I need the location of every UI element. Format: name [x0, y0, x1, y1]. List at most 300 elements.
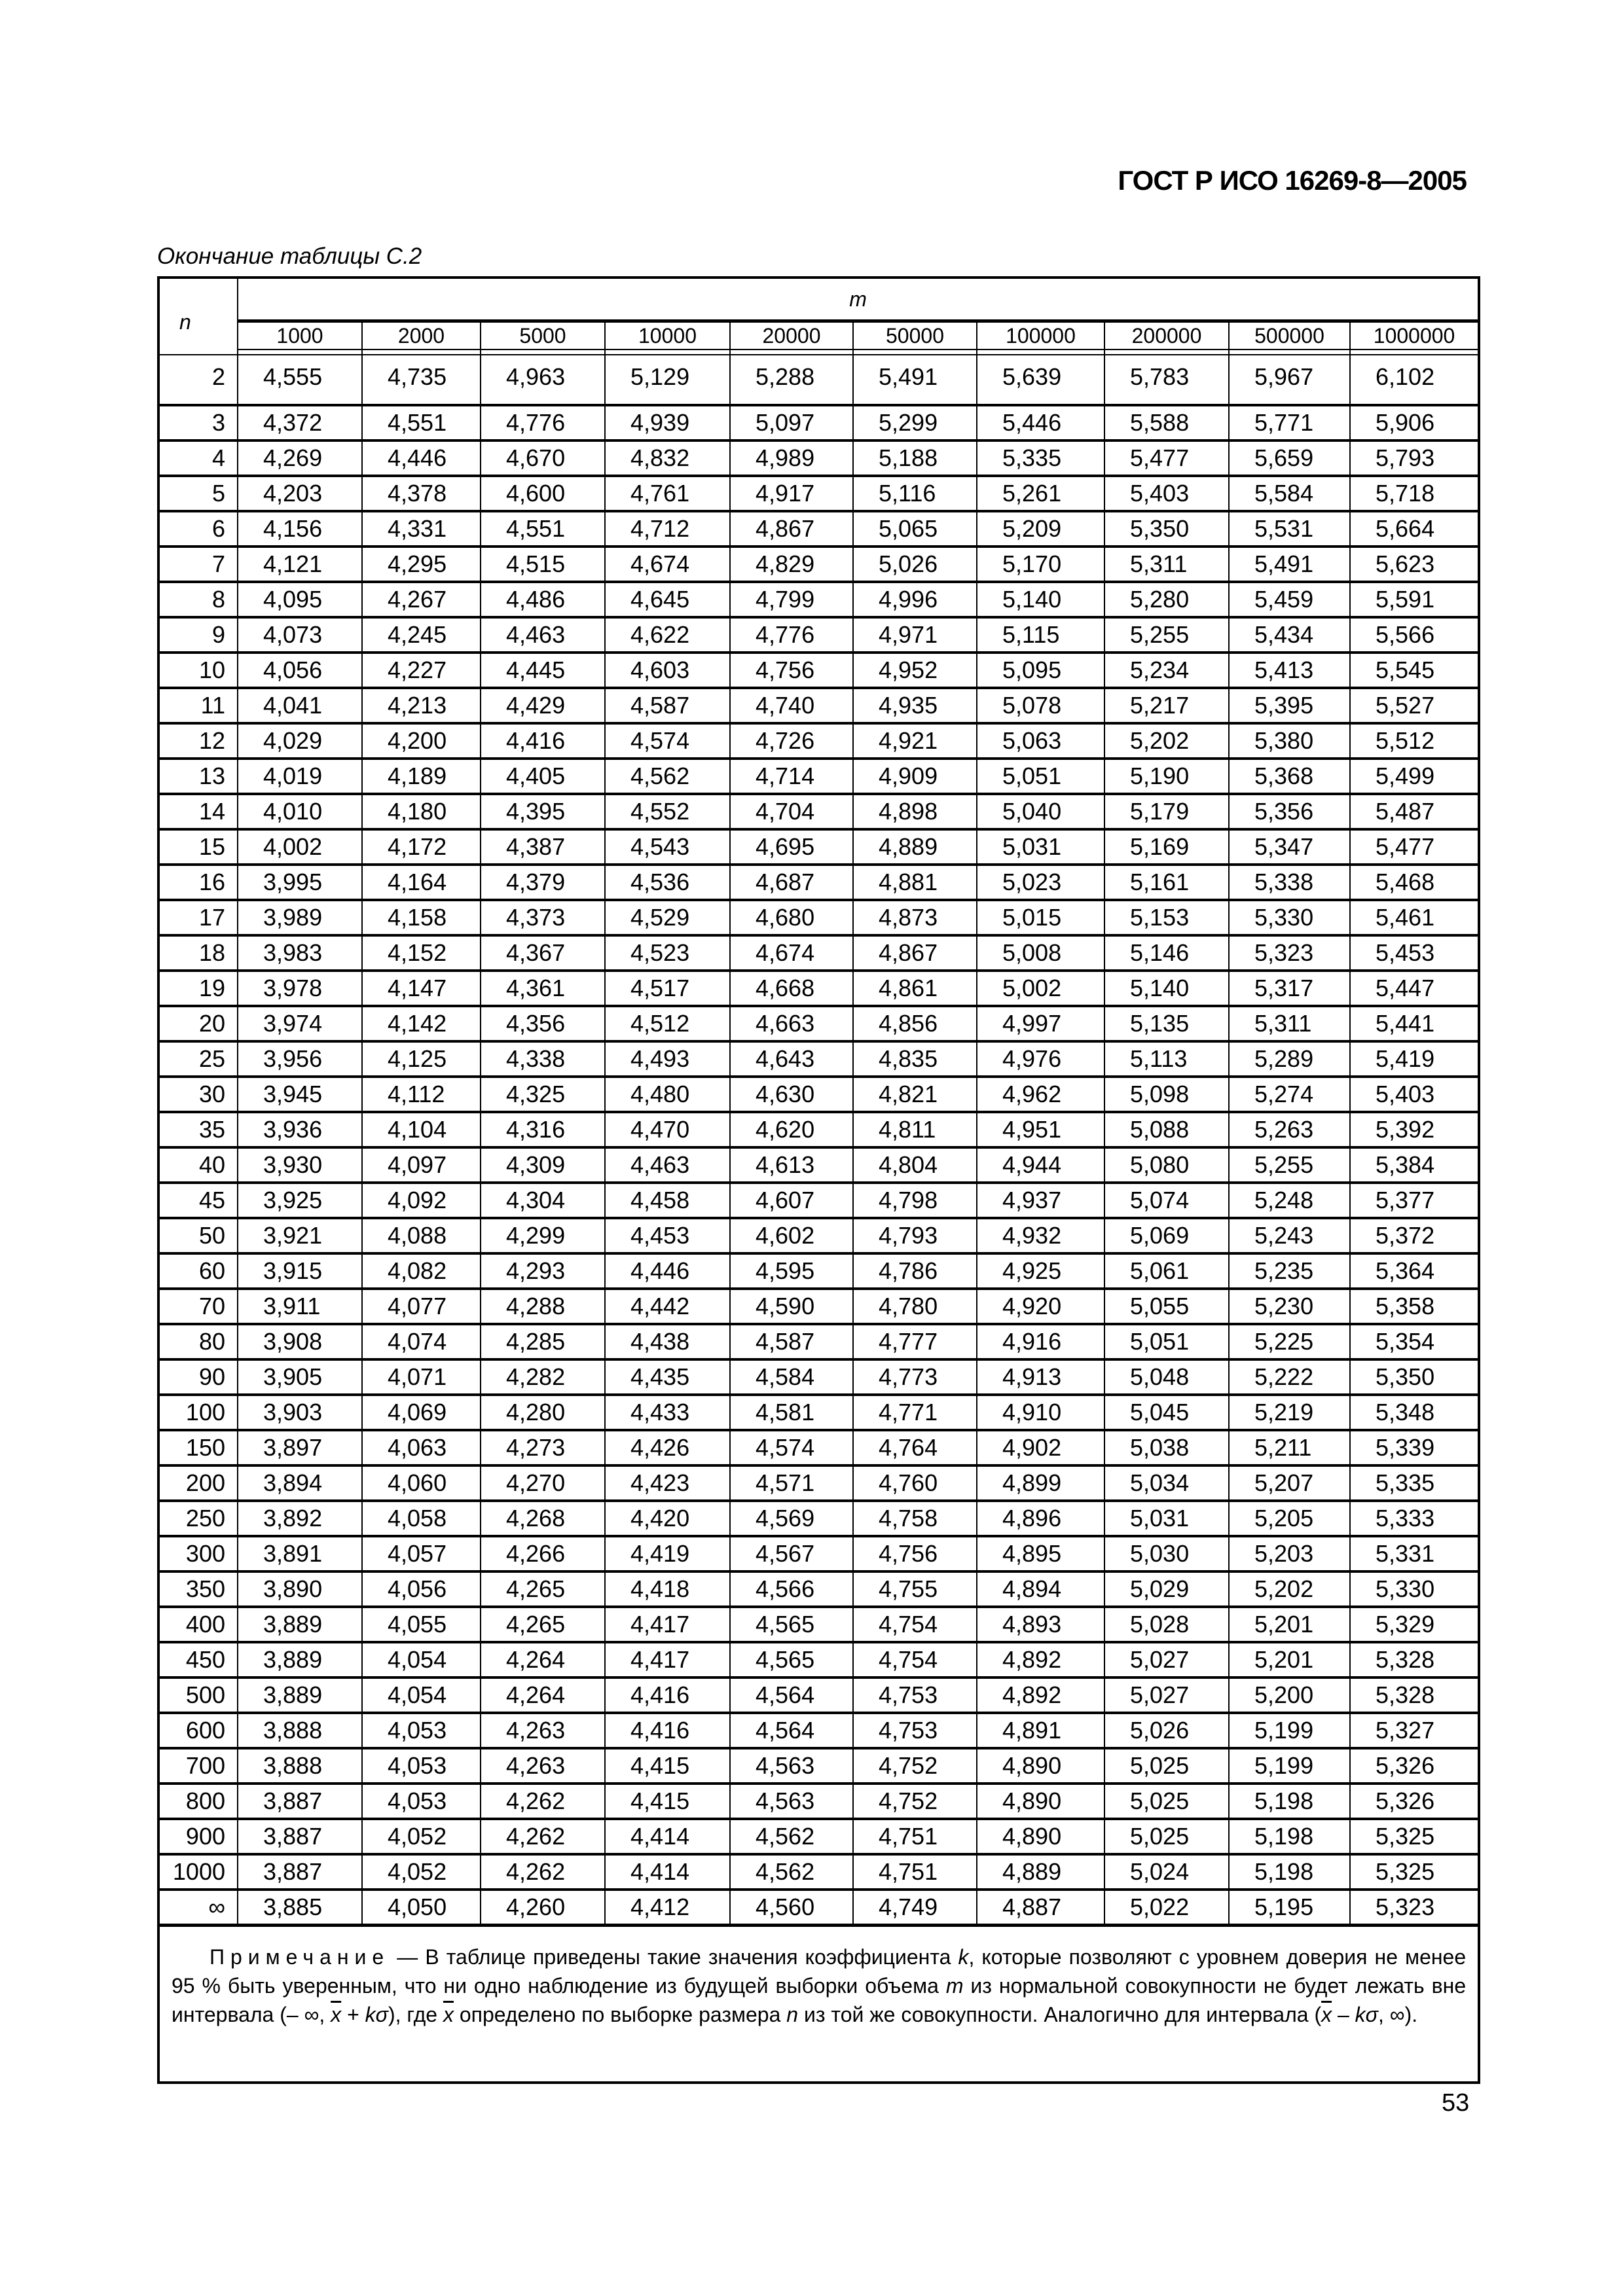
k-value-cell: 5,459 [1229, 582, 1350, 617]
k-value-cell: 4,265 [481, 1607, 605, 1642]
k-value-cell: 4,620 [730, 1112, 853, 1147]
k-value-cell: 4,754 [853, 1642, 977, 1677]
k-value-cell: 4,939 [605, 405, 730, 440]
column-header-m: 5000 [481, 321, 605, 350]
document-standard-code: ГОСТ Р ИСО 16269-8—2005 [1118, 165, 1467, 196]
k-value-cell: 4,887 [977, 1890, 1104, 1926]
k-value-cell: 4,752 [853, 1748, 977, 1784]
row-n-value: 90 [158, 1359, 238, 1395]
k-value-cell: 4,414 [605, 1854, 730, 1890]
k-value-cell: 3,983 [238, 935, 362, 971]
k-value-cell: 4,517 [605, 971, 730, 1006]
k-value-cell: 4,786 [853, 1253, 977, 1289]
k-value-cell: 4,270 [481, 1465, 605, 1501]
row-n-value: 4 [158, 440, 238, 476]
table-row [158, 1784, 1479, 1819]
k-value-cell: 5,048 [1104, 1359, 1229, 1395]
k-value-cell: 5,446 [977, 405, 1104, 440]
k-value-cell: 5,328 [1350, 1642, 1479, 1677]
k-value-cell: 4,564 [730, 1713, 853, 1748]
k-value-cell: 4,595 [730, 1253, 853, 1289]
k-value-cell: 5,209 [977, 511, 1104, 547]
k-value-cell: 4,777 [853, 1324, 977, 1359]
k-value-cell: 4,446 [362, 440, 481, 476]
k-value-cell: 4,164 [362, 865, 481, 900]
table-row [158, 1677, 1479, 1713]
k-value-cell: 4,571 [730, 1465, 853, 1501]
k-value-cell: 4,266 [481, 1536, 605, 1571]
k-value-cell: 4,856 [853, 1006, 977, 1041]
k-value-cell: 5,274 [1229, 1077, 1350, 1112]
k-value-cell: 4,097 [362, 1147, 481, 1183]
k-value-cell: 4,562 [730, 1854, 853, 1890]
k-value-cell: 4,756 [730, 653, 853, 688]
k-value-cell: 4,361 [481, 971, 605, 1006]
k-value-cell: 5,317 [1229, 971, 1350, 1006]
k-value-cell: 4,894 [977, 1571, 1104, 1607]
table-row [158, 865, 1479, 900]
k-value-cell: 3,888 [238, 1713, 362, 1748]
k-value-cell: 4,416 [605, 1677, 730, 1713]
k-value-cell: 4,515 [481, 547, 605, 582]
k-value-cell: 5,063 [977, 723, 1104, 759]
k-value-cell: 4,268 [481, 1501, 605, 1536]
column-header-row [158, 321, 1479, 350]
k-value-cell: 4,264 [481, 1677, 605, 1713]
k-value-cell: 5,499 [1350, 759, 1479, 794]
k-value-cell: 5,065 [853, 511, 977, 547]
row-n-value: 300 [158, 1536, 238, 1571]
table-row [158, 829, 1479, 865]
k-value-cell: 4,771 [853, 1395, 977, 1430]
k-value-cell: 5,097 [730, 405, 853, 440]
k-value-cell: 4,799 [730, 582, 853, 617]
row-n-value: 700 [158, 1748, 238, 1784]
k-value-cell: 3,921 [238, 1218, 362, 1253]
k-value-cell: 4,245 [362, 617, 481, 653]
k-value-cell: 4,695 [730, 829, 853, 865]
k-value-cell: 4,295 [362, 547, 481, 582]
k-value-cell: 4,092 [362, 1183, 481, 1218]
k-value-cell: 4,726 [730, 723, 853, 759]
k-value-cell: 4,645 [605, 582, 730, 617]
k-value-cell: 5,200 [1229, 1677, 1350, 1713]
k-value-cell: 4,435 [605, 1359, 730, 1395]
k-value-cell: 3,887 [238, 1784, 362, 1819]
k-value-cell: 4,663 [730, 1006, 853, 1041]
k-value-cell: 5,198 [1229, 1819, 1350, 1854]
row-n-value: 150 [158, 1430, 238, 1465]
k-value-cell: 4,082 [362, 1253, 481, 1289]
k-value-cell: 3,908 [238, 1324, 362, 1359]
k-value-cell: 5,392 [1350, 1112, 1479, 1147]
k-value-cell: 5,199 [1229, 1748, 1350, 1784]
k-value-cell: 5,034 [1104, 1465, 1229, 1501]
k-value-cell: 4,263 [481, 1713, 605, 1748]
k-value-cell: 4,053 [362, 1748, 481, 1784]
k-value-cell: 4,054 [362, 1677, 481, 1713]
k-value-cell: 5,447 [1350, 971, 1479, 1006]
table-row [158, 1324, 1479, 1359]
k-value-cell: 4,069 [362, 1395, 481, 1430]
table-row [158, 1183, 1479, 1218]
k-value-cell: 5,350 [1350, 1359, 1479, 1395]
k-value-cell: 4,405 [481, 759, 605, 794]
k-value-cell: 4,909 [853, 759, 977, 794]
k-value-cell: 4,041 [238, 688, 362, 723]
table-row [158, 1289, 1479, 1324]
row-n-value: 200 [158, 1465, 238, 1501]
k-value-cell: 4,019 [238, 759, 362, 794]
table-body [158, 355, 1479, 1926]
k-value-cell: 5,330 [1229, 900, 1350, 935]
k-value-cell: 5,008 [977, 935, 1104, 971]
row-n-value: 600 [158, 1713, 238, 1748]
k-value-cell: 3,945 [238, 1077, 362, 1112]
k-value-cell: 5,051 [1104, 1324, 1229, 1359]
k-value-cell: 4,282 [481, 1359, 605, 1395]
k-value-cell: 5,323 [1229, 935, 1350, 971]
k-value-cell: 5,461 [1350, 900, 1479, 935]
k-value-cell: 5,329 [1350, 1607, 1479, 1642]
table-row [158, 1218, 1479, 1253]
k-value-cell: 3,978 [238, 971, 362, 1006]
k-value-cell: 4,316 [481, 1112, 605, 1147]
k-value-cell: 4,751 [853, 1854, 977, 1890]
column-header-m: 500000 [1229, 321, 1350, 350]
k-value-cell: 5,205 [1229, 1501, 1350, 1536]
k-value-cell: 5,024 [1104, 1854, 1229, 1890]
k-value-cell: 5,031 [1104, 1501, 1229, 1536]
k-value-cell: 5,061 [1104, 1253, 1229, 1289]
table-row [158, 1890, 1479, 1926]
k-value-cell: 5,453 [1350, 935, 1479, 971]
column-header-m: 1000 [238, 321, 362, 350]
k-value-cell: 4,280 [481, 1395, 605, 1430]
k-value-cell: 3,989 [238, 900, 362, 935]
k-value-cell: 3,995 [238, 865, 362, 900]
k-value-cell: 5,491 [1229, 547, 1350, 582]
k-value-cell: 5,234 [1104, 653, 1229, 688]
row-n-value: 9 [158, 617, 238, 653]
k-value-cell: 4,262 [481, 1784, 605, 1819]
k-value-cell: 4,749 [853, 1890, 977, 1926]
k-value-cell: 5,025 [1104, 1784, 1229, 1819]
k-value-cell: 4,674 [730, 935, 853, 971]
table-row [158, 1359, 1479, 1395]
k-value-cell: 4,263 [481, 1748, 605, 1784]
table-row [158, 1077, 1479, 1112]
k-value-cell: 5,323 [1350, 1890, 1479, 1926]
row-n-value: 5 [158, 476, 238, 511]
k-value-cell: 4,288 [481, 1289, 605, 1324]
k-value-cell: 4,891 [977, 1713, 1104, 1748]
k-value-cell: 4,752 [853, 1784, 977, 1819]
k-value-cell: 5,566 [1350, 617, 1479, 653]
k-value-cell: 4,761 [605, 476, 730, 511]
k-value-cell: 5,179 [1104, 794, 1229, 829]
k-value-cell: 4,053 [362, 1784, 481, 1819]
k-value-cell: 4,889 [853, 829, 977, 865]
table-row [158, 1041, 1479, 1077]
k-value-cell: 6,102 [1350, 355, 1479, 405]
k-value-cell: 4,071 [362, 1359, 481, 1395]
k-value-cell: 5,380 [1229, 723, 1350, 759]
k-value-cell: 4,704 [730, 794, 853, 829]
k-value-cell: 5,202 [1104, 723, 1229, 759]
k-value-cell: 4,587 [605, 688, 730, 723]
row-n-value: 250 [158, 1501, 238, 1536]
k-value-cell: 4,613 [730, 1147, 853, 1183]
k-value-cell: 4,095 [238, 582, 362, 617]
k-value-cell: 4,152 [362, 935, 481, 971]
k-value-cell: 5,113 [1104, 1041, 1229, 1077]
k-value-cell: 3,915 [238, 1253, 362, 1289]
k-value-cell: 5,335 [977, 440, 1104, 476]
k-value-cell: 3,887 [238, 1819, 362, 1854]
coefficient-table [157, 276, 1480, 2084]
k-value-cell: 5,311 [1104, 547, 1229, 582]
k-value-cell: 4,356 [481, 1006, 605, 1041]
k-value-cell: 5,199 [1229, 1713, 1350, 1748]
k-value-cell: 5,299 [853, 405, 977, 440]
k-value-cell: 5,243 [1229, 1218, 1350, 1253]
k-value-cell: 4,493 [605, 1041, 730, 1077]
k-value-cell: 3,897 [238, 1430, 362, 1465]
k-value-cell: 4,555 [238, 355, 362, 405]
k-value-cell: 4,052 [362, 1819, 481, 1854]
table-row [158, 1501, 1479, 1536]
k-value-cell: 4,056 [238, 653, 362, 688]
k-value-cell: 5,289 [1229, 1041, 1350, 1077]
k-value-cell: 4,551 [362, 405, 481, 440]
k-value-cell: 5,203 [1229, 1536, 1350, 1571]
k-value-cell: 5,027 [1104, 1642, 1229, 1677]
k-value-cell: 3,889 [238, 1607, 362, 1642]
k-value-cell: 4,470 [605, 1112, 730, 1147]
k-value-cell: 4,754 [853, 1607, 977, 1642]
k-value-cell: 4,562 [605, 759, 730, 794]
table-row [158, 723, 1479, 759]
k-value-cell: 4,867 [730, 511, 853, 547]
k-value-cell: 4,203 [238, 476, 362, 511]
k-value-cell: 5,170 [977, 547, 1104, 582]
row-n-value: 50 [158, 1218, 238, 1253]
row-n-value: 1000 [158, 1854, 238, 1890]
k-value-cell: 5,793 [1350, 440, 1479, 476]
k-value-cell: 5,129 [605, 355, 730, 405]
row-n-value: 3 [158, 405, 238, 440]
k-value-cell: 5,201 [1229, 1642, 1350, 1677]
k-value-cell: 4,989 [730, 440, 853, 476]
k-value-cell: 4,773 [853, 1359, 977, 1395]
k-value-cell: 4,780 [853, 1289, 977, 1324]
k-value-cell: 4,668 [730, 971, 853, 1006]
k-value-cell: 4,060 [362, 1465, 481, 1501]
k-value-cell: 5,074 [1104, 1183, 1229, 1218]
k-value-cell: 4,563 [730, 1748, 853, 1784]
k-value-cell: 4,189 [362, 759, 481, 794]
k-value-cell: 5,190 [1104, 759, 1229, 794]
k-value-cell: 5,225 [1229, 1324, 1350, 1359]
k-value-cell: 5,527 [1350, 688, 1479, 723]
k-value-cell: 4,269 [238, 440, 362, 476]
k-value-cell: 4,299 [481, 1218, 605, 1253]
table-row [158, 1571, 1479, 1607]
k-value-cell: 5,025 [1104, 1819, 1229, 1854]
k-value-cell: 4,776 [730, 617, 853, 653]
k-value-cell: 4,567 [730, 1536, 853, 1571]
k-value-cell: 4,867 [853, 935, 977, 971]
k-value-cell: 5,326 [1350, 1784, 1479, 1819]
row-n-value: 25 [158, 1041, 238, 1077]
table-row [158, 1147, 1479, 1183]
table-row [158, 900, 1479, 935]
k-value-cell: 5,022 [1104, 1890, 1229, 1926]
k-value-cell: 4,920 [977, 1289, 1104, 1324]
k-value-cell: 5,487 [1350, 794, 1479, 829]
row-n-value: 80 [158, 1324, 238, 1359]
table-row [158, 582, 1479, 617]
k-value-cell: 5,338 [1229, 865, 1350, 900]
k-value-cell: 5,718 [1350, 476, 1479, 511]
k-value-cell: 4,832 [605, 440, 730, 476]
k-value-cell: 5,198 [1229, 1854, 1350, 1890]
table-row [158, 1854, 1479, 1890]
k-value-cell: 5,217 [1104, 688, 1229, 723]
k-value-cell: 5,413 [1229, 653, 1350, 688]
k-value-cell: 5,328 [1350, 1677, 1479, 1713]
k-value-cell: 4,104 [362, 1112, 481, 1147]
table-row [158, 440, 1479, 476]
column-group-header-m: m [238, 278, 1479, 321]
k-value-cell: 3,974 [238, 1006, 362, 1041]
k-value-cell: 5,326 [1350, 1748, 1479, 1784]
k-value-cell: 5,230 [1229, 1289, 1350, 1324]
k-value-cell: 3,890 [238, 1571, 362, 1607]
k-value-cell: 4,735 [362, 355, 481, 405]
k-value-cell: 5,477 [1350, 829, 1479, 865]
table-row [158, 935, 1479, 971]
k-value-cell: 5,201 [1229, 1607, 1350, 1642]
k-value-cell: 5,038 [1104, 1430, 1229, 1465]
k-value-cell: 4,536 [605, 865, 730, 900]
row-n-value: 900 [158, 1819, 238, 1854]
k-value-cell: 4,423 [605, 1465, 730, 1501]
k-value-cell: 4,581 [730, 1395, 853, 1430]
k-value-cell: 5,161 [1104, 865, 1229, 900]
k-value-cell: 4,273 [481, 1430, 605, 1465]
row-n-value: 40 [158, 1147, 238, 1183]
k-value-cell: 5,280 [1104, 582, 1229, 617]
k-value-cell: 5,512 [1350, 723, 1479, 759]
k-value-cell: 5,135 [1104, 1006, 1229, 1041]
k-value-cell: 4,088 [362, 1218, 481, 1253]
k-value-cell: 4,433 [605, 1395, 730, 1430]
k-value-cell: 5,025 [1104, 1748, 1229, 1784]
k-value-cell: 5,419 [1350, 1041, 1479, 1077]
k-value-cell: 5,031 [977, 829, 1104, 865]
k-value-cell: 4,073 [238, 617, 362, 653]
row-n-value: 13 [158, 759, 238, 794]
k-value-cell: 4,890 [977, 1784, 1104, 1819]
k-value-cell: 5,028 [1104, 1607, 1229, 1642]
k-value-cell: 4,264 [481, 1642, 605, 1677]
k-value-cell: 5,639 [977, 355, 1104, 405]
k-value-cell: 3,891 [238, 1536, 362, 1571]
k-value-cell: 4,512 [605, 1006, 730, 1041]
k-value-cell: 4,712 [605, 511, 730, 547]
k-value-cell: 5,055 [1104, 1289, 1229, 1324]
k-value-cell: 4,643 [730, 1041, 853, 1077]
page-number: 53 [1442, 2089, 1470, 2117]
k-value-cell: 3,956 [238, 1041, 362, 1077]
k-value-cell: 4,899 [977, 1465, 1104, 1501]
row-n-value: 450 [158, 1642, 238, 1677]
k-value-cell: 4,898 [853, 794, 977, 829]
k-value-cell: 4,325 [481, 1077, 605, 1112]
k-value-cell: 5,588 [1104, 405, 1229, 440]
k-value-cell: 5,348 [1350, 1395, 1479, 1430]
row-n-value: 10 [158, 653, 238, 688]
k-value-cell: 4,304 [481, 1183, 605, 1218]
k-value-cell: 4,426 [605, 1430, 730, 1465]
k-value-cell: 4,925 [977, 1253, 1104, 1289]
column-header-m: 100000 [977, 321, 1104, 350]
k-value-cell: 4,419 [605, 1536, 730, 1571]
k-value-cell: 4,158 [362, 900, 481, 935]
k-value-cell: 5,356 [1229, 794, 1350, 829]
k-value-cell: 4,997 [977, 1006, 1104, 1041]
k-value-cell: 4,590 [730, 1289, 853, 1324]
k-value-cell: 5,384 [1350, 1147, 1479, 1183]
k-value-cell: 4,574 [730, 1430, 853, 1465]
table-row [158, 1112, 1479, 1147]
k-value-cell: 4,902 [977, 1430, 1104, 1465]
k-value-cell: 5,169 [1104, 829, 1229, 865]
k-value-cell: 4,963 [481, 355, 605, 405]
k-value-cell: 5,140 [1104, 971, 1229, 1006]
k-value-cell: 5,327 [1350, 1713, 1479, 1748]
table-caption: Окончание таблицы С.2 [157, 243, 422, 269]
k-value-cell: 4,309 [481, 1147, 605, 1183]
k-value-cell: 5,331 [1350, 1536, 1479, 1571]
k-value-cell: 5,906 [1350, 405, 1479, 440]
k-value-cell: 4,562 [730, 1819, 853, 1854]
k-value-cell: 4,755 [853, 1571, 977, 1607]
row-header-n: n [158, 278, 238, 350]
k-value-cell: 3,892 [238, 1501, 362, 1536]
k-value-cell: 5,339 [1350, 1430, 1479, 1465]
k-value-cell: 5,051 [977, 759, 1104, 794]
k-value-cell: 5,491 [853, 355, 977, 405]
k-value-cell: 4,050 [362, 1890, 481, 1926]
k-value-cell: 4,057 [362, 1536, 481, 1571]
k-value-cell: 4,890 [977, 1819, 1104, 1854]
k-value-cell: 4,480 [605, 1077, 730, 1112]
k-value-cell: 4,156 [238, 511, 362, 547]
row-n-value: 45 [158, 1183, 238, 1218]
k-value-cell: 4,910 [977, 1395, 1104, 1430]
k-value-cell: 5,771 [1229, 405, 1350, 440]
table-row [158, 1819, 1479, 1854]
k-value-cell: 4,112 [362, 1077, 481, 1112]
table-row [158, 688, 1479, 723]
x-bar-symbol: $\overline{x}$ [443, 2003, 454, 2026]
x-bar-symbol: $\overline{x}$ [331, 2003, 342, 2026]
k-value-cell: 3,894 [238, 1465, 362, 1501]
k-value-cell: 4,607 [730, 1183, 853, 1218]
